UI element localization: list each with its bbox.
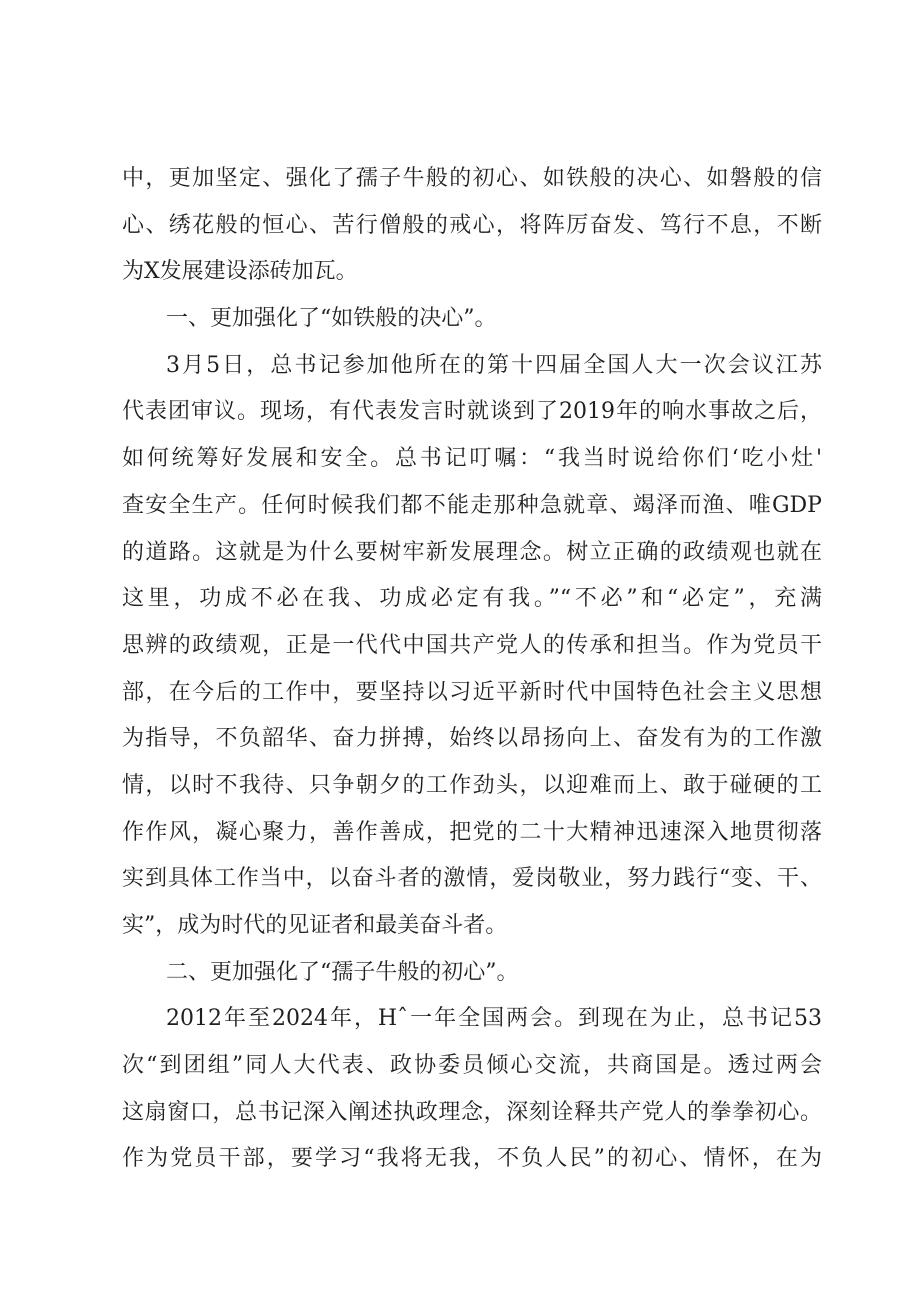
text-line: 二、更加强化了“孺子牛般的初心”。 — [166, 959, 519, 985]
text-line: 代表团审议。现场，有代表发言时就谈到了2019年的响水事故之后， — [122, 399, 822, 425]
text-line: 次“到团组”同人大代表、政协委员倾心交流，共商国是。透过两会 — [122, 1053, 822, 1079]
text-line: 心、绣花般的恒心、苦行僧般的戒心，将阵厉奋发、笃行不息，不断 — [122, 212, 822, 238]
text-line: 部，在今后的工作中，要坚持以习近平新时代中国特色社会主义思想 — [122, 679, 822, 705]
text-line: 这扇窗口，总书记深入阐述执政理念，深刻诠释共产党人的拳拳初心。 — [122, 1099, 822, 1125]
text-line: 作为党员干部，要学习“我将无我，不负人民”的初心、情怀，在为 — [122, 1146, 822, 1172]
text-line: 为指导，不负韶华、奋力拼搏，始终以昂扬向上、奋发有为的工作激 — [122, 726, 822, 752]
text-line: 3月5日，总书记参加他所在的第十四届全国人大一次会议江苏 — [166, 352, 822, 378]
text-line: 2012年至2024年，Hˆ一年全国两会。到现在为止，总书记53 — [166, 1006, 822, 1032]
text-line: 实”，成为时代的见证者和最美奋斗者。 — [122, 913, 508, 938]
text-line: 一、更加强化了“如铁般的决心”。 — [166, 306, 497, 332]
document-body — [122, 156, 822, 1183]
text-line: 查安全生产。任何时候我们都不能走那种急就章、竭泽而渔、唯GDP — [122, 492, 822, 518]
text-line: 中，更加坚定、强化了孺子牛般的初心、如铁般的决心、如磐般的信 — [122, 166, 822, 191]
text-line: 情，以时不我待、只争朝夕的工作劲头，以迎难而上、敢于碰硬的工 — [122, 772, 822, 798]
text-line: 实到具体工作当中，以奋斗者的激情，爱岗敬业，努力践行“变、干、 — [122, 866, 822, 892]
text-line: 作作风，凝心聚力，善作善成，把党的二十大精神迅速深入地贯彻落 — [122, 819, 822, 845]
text-line: 的道路。这就是为什么要树牢新发展理念。树立正确的政绩观也就在 — [122, 539, 822, 565]
text-line: 如何统筹好发展和安全。总书记叮嘱：“我当时说给你们‘吃小灶' — [122, 446, 822, 472]
text-line: 为X发展建设添砖加瓦。 — [122, 259, 358, 285]
text-line: 思辨的政绩观，正是一代代中国共产党人的传承和担当。作为党员干 — [122, 632, 822, 658]
text-line: 这里，功成不必在我、功成必定有我。”“不必”和“必定”，充满 — [122, 586, 822, 612]
